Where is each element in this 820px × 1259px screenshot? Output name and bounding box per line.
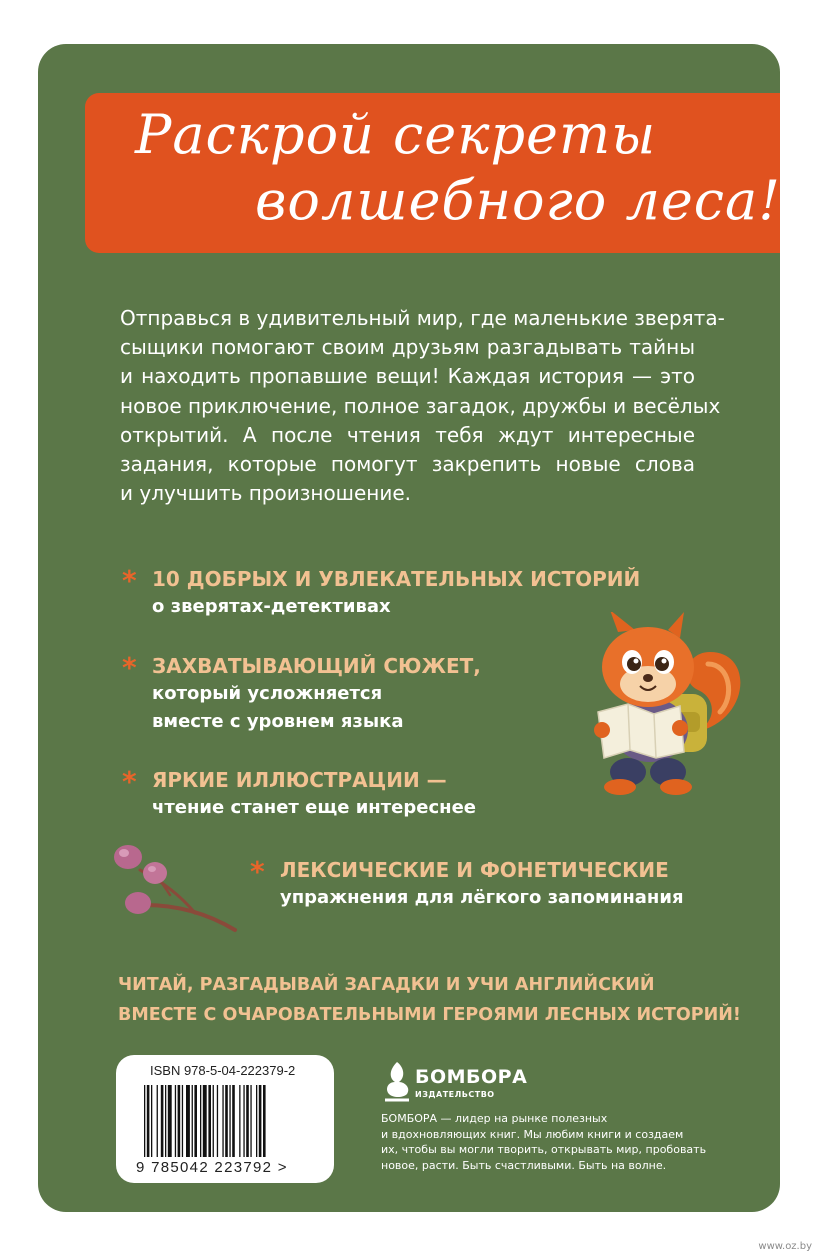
publisher-line: новое, расти. Быть счастливыми. Быть на волне. [381,1158,667,1172]
feature-heading: ЯРКИЕ ИЛЛЮСТРАЦИИ — [152,768,447,792]
bombora-wave-logo-icon [383,1060,411,1102]
berry-branch-illustration [100,835,240,935]
barcode [144,1085,306,1159]
cta-line-2: ВМЕСТЕ С ОЧАРОВАТЕЛЬНЫМИ ГЕРОЯМИ ЛЕСНЫХ ИСТОРИЙ! [118,1005,741,1025]
intro-line: открытий. А после чтения тебя ждут интересные [120,422,695,447]
call-to-action [118,970,741,1030]
banner-title-line-2: волшебного леса! [255,169,781,232]
feature-item [250,855,684,912]
star-bullet-icon: * [122,765,137,798]
isbn-number: ISBN 978-5-04-222379-2 [150,1063,296,1078]
feature-heading: 10 ДОБРЫХ И УВЛЕКАТЕЛЬНЫХ ИСТОРИЙ [152,567,641,591]
feature-heading: ЛЕКСИЧЕСКИЕ И ФОНЕТИЧЕСКИЕ [280,858,669,882]
feature-item [122,651,481,736]
feature-item [122,564,641,621]
feature-text: вместе с уровнем языка [152,711,404,732]
intro-line: задания, которые помогут закрепить новые слова [120,452,695,477]
intro-line: новое приключение, полное загадок, дружбы и весёлых [120,393,721,418]
barcode-digits: 9 785042 223792 > [136,1159,288,1176]
feature-text: о зверятах-детективах [152,596,391,617]
publisher-line: БОМБОРА — лидер на рынке полезных [381,1112,608,1125]
star-bullet-icon: * [122,564,137,597]
feature-text: который усложняется [152,683,383,704]
banner-title [135,102,781,234]
star-bullet-icon: * [250,855,265,888]
banner-title-line-1: Раскрой секреты [135,103,657,166]
barcode-panel [116,1055,334,1183]
publisher-line: их, чтобы вы могли творить, открывать мир, пробовать [381,1143,707,1156]
publisher-description [381,1111,711,1173]
feature-text: чтение станет еще интереснее [152,797,476,818]
squirrel-illustration [580,612,750,802]
star-bullet-icon: * [122,651,137,684]
intro-line: сыщики помогают своим друзьям разгадывать тайны [120,335,695,360]
feature-heading: ЗАХВАТЫВАЮЩИЙ СЮЖЕТ, [152,654,481,678]
publisher-logo-name: БОМБОРА [415,1066,528,1088]
source-watermark: www.oz.by [758,1241,812,1252]
feature-item [122,765,476,822]
feature-text: упражнения для лёгкого запоминания [280,887,684,908]
intro-paragraph [120,304,725,508]
publisher-logo-subtitle: ИЗДАТЕЛЬСТВО [415,1090,495,1099]
intro-line: и находить пропавшие вещи! Каждая история — это [120,364,695,389]
cta-line-1: ЧИТАЙ, РАЗГАДЫВАЙ ЗАГАДКИ И УЧИ АНГЛИЙСКИЙ [118,975,655,995]
publisher-line: и вдохновляющих книг. Мы любим книги и создаем [381,1127,684,1141]
intro-line: Отправься в удивительный мир, где маленькие зверята- [120,306,725,330]
intro-line: и улучшить произношение. [120,481,412,506]
